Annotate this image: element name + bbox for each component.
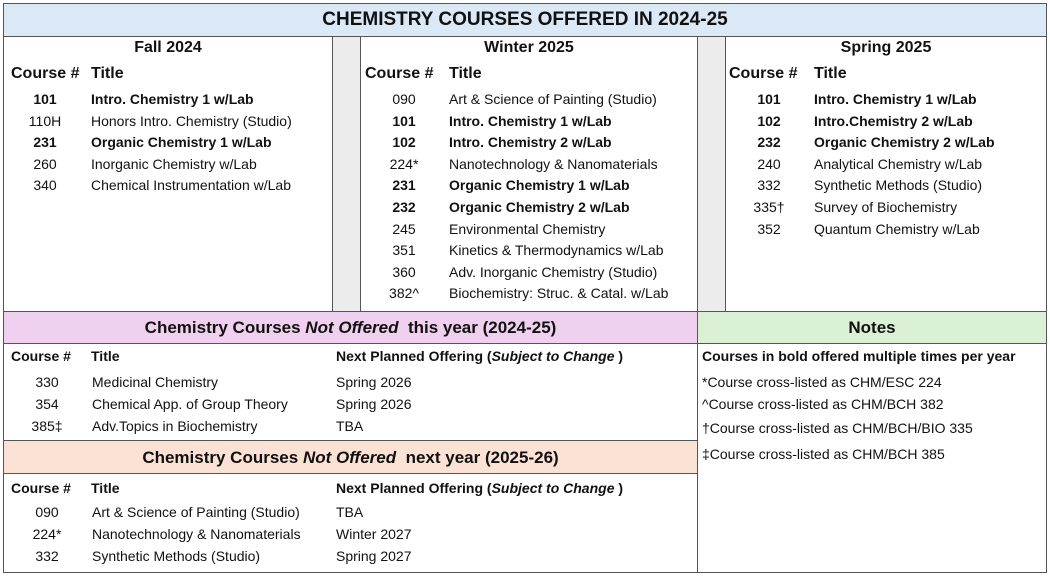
- course-row: [360, 154, 698, 176]
- course-number: 101: [33, 91, 57, 107]
- course-row: [725, 175, 1047, 197]
- course-title: Art & Science of Painting (Studio): [449, 91, 657, 107]
- table-row: [3, 546, 698, 568]
- course-title: Inorganic Chemistry w/Lab: [91, 155, 257, 172]
- course-number: 360: [392, 263, 416, 280]
- course-number: 352: [757, 220, 781, 237]
- next-offering-header: Next Planned Offering (Subject to Change ): [336, 348, 624, 364]
- course-row: [360, 111, 698, 133]
- column-divider-2: [697, 36, 726, 312]
- course-title: Chemical Instrumentation w/Lab: [91, 177, 291, 194]
- course-number: 101: [757, 91, 781, 107]
- course-title: Art & Science of Painting (Studio): [92, 504, 300, 520]
- table-row: [3, 394, 698, 416]
- course-number: 340: [33, 177, 57, 194]
- course-number: 335†: [753, 199, 785, 215]
- term-col-headers-winter: [360, 62, 698, 86]
- course-title: Nanotechnology & Nanomaterials: [449, 155, 658, 172]
- course-row: [3, 154, 333, 176]
- course-number: 332: [35, 547, 59, 564]
- course-number: 090: [35, 504, 59, 520]
- course-number: 232: [392, 199, 416, 215]
- course-number: 102: [757, 112, 781, 129]
- course-title: Synthetic Methods (Studio): [814, 177, 983, 194]
- course-number: 110H: [28, 112, 62, 129]
- not-offered-this-year-header: [3, 311, 698, 344]
- notes-header: [697, 311, 1047, 344]
- course-row: [360, 262, 698, 284]
- course-title: Medicinal Chemistry: [92, 374, 219, 390]
- main-title-bar: [3, 3, 1047, 37]
- term-name-spring: Spring 2025: [840, 39, 932, 56]
- course-title: Analytical Chemistry w/Lab: [814, 155, 983, 172]
- course-number-header: Course #: [11, 348, 71, 364]
- course-number: 382^: [389, 285, 419, 302]
- course-title: Environmental Chemistry: [449, 220, 606, 237]
- course-number: 260: [33, 155, 57, 172]
- course-title: Nanotechnology & Nanomaterials: [92, 525, 301, 542]
- course-number: 330: [35, 374, 59, 390]
- course-row: [725, 219, 1047, 241]
- course-row: [360, 175, 698, 197]
- note-item: ‡Course cross-listed as CHM/BCH 385: [702, 446, 945, 462]
- course-title: Intro.Chemistry 2 w/Lab: [814, 112, 973, 129]
- course-title: Intro. Chemistry 1 w/Lab: [814, 91, 977, 107]
- course-title: Organic Chemistry 2 w/Lab: [449, 199, 630, 215]
- term-name-winter: Winter 2025: [484, 39, 574, 56]
- course-row: [3, 111, 333, 133]
- next-offering: TBA: [336, 504, 364, 520]
- course-row: [725, 154, 1047, 176]
- course-number: 354: [35, 395, 59, 412]
- course-number-header: Course #: [365, 65, 434, 82]
- not-offered-next-year-header: [3, 440, 698, 474]
- course-number-header: Course #: [11, 65, 80, 82]
- table-row: [3, 416, 698, 438]
- course-row: [360, 283, 698, 305]
- course-row: [725, 111, 1047, 133]
- not-offered-this-year-col-headers: [3, 346, 698, 368]
- not-offered-title-post: this year (2024-25): [398, 318, 557, 337]
- course-number: 090: [392, 91, 416, 107]
- title-header: Title: [91, 65, 124, 82]
- course-number-header: Course #: [729, 65, 798, 82]
- course-title: Adv.Topics in Biochemistry: [92, 417, 258, 434]
- column-divider-1: [332, 36, 361, 312]
- course-number: 224*: [32, 525, 62, 542]
- course-number: 101: [392, 112, 416, 129]
- next-offering-header: Next Planned Offering (Subject to Change ): [336, 480, 624, 496]
- course-title: Survey of Biochemistry: [814, 199, 958, 215]
- next-offering: Spring 2026: [336, 395, 412, 412]
- course-number: 232: [757, 134, 781, 151]
- course-row: [725, 89, 1047, 111]
- next-offering: Spring 2026: [336, 374, 412, 390]
- not-offered-next-title-pre: Chemistry Courses: [142, 448, 303, 467]
- note-item: †Course cross-listed as CHM/BCH/BIO 335: [702, 420, 973, 436]
- course-title: Chemical App. of Group Theory: [92, 395, 288, 412]
- term-col-headers-fall: [3, 62, 333, 86]
- course-row: [360, 219, 698, 241]
- course-row: [360, 197, 698, 219]
- course-row: [3, 175, 333, 197]
- course-number-header: Course #: [11, 480, 71, 496]
- course-number: 385‡: [31, 417, 63, 434]
- title-header: Title: [449, 65, 482, 82]
- next-offering: TBA: [336, 417, 364, 434]
- title-header: Title: [91, 480, 120, 496]
- title-header: Title: [91, 348, 120, 364]
- note-item: ^Course cross-listed as CHM/BCH 382: [702, 396, 944, 412]
- not-offered-next-title-post: next year (2025-26): [396, 448, 559, 467]
- course-number: 102: [392, 134, 416, 151]
- note-item: *Course cross-listed as CHM/ESC 224: [702, 374, 942, 390]
- course-row: [725, 132, 1047, 154]
- course-number: 245: [392, 220, 416, 237]
- course-title: Intro. Chemistry 2 w/Lab: [449, 134, 612, 151]
- not-offered-next-title-em: Not Offered: [302, 448, 397, 467]
- course-title: Organic Chemistry 1 w/Lab: [449, 177, 630, 194]
- course-number: 231: [392, 177, 416, 194]
- next-offering: Winter 2027: [336, 525, 412, 542]
- course-row: [3, 89, 333, 111]
- term-col-headers-spring: [725, 62, 1047, 86]
- course-title: Quantum Chemistry w/Lab: [814, 220, 980, 237]
- course-title: Adv. Inorganic Chemistry (Studio): [449, 263, 658, 280]
- table-row: [3, 372, 698, 394]
- not-offered-title-pre: Chemistry Courses: [144, 318, 306, 337]
- course-number: 224*: [389, 155, 419, 172]
- not-offered-title-em: Not Offered: [305, 318, 399, 337]
- course-row: [3, 132, 333, 154]
- title-header: Title: [814, 65, 847, 82]
- table-row: [3, 502, 698, 524]
- course-row: [360, 240, 698, 262]
- course-title: Kinetics & Thermodynamics w/Lab: [449, 242, 664, 259]
- course-title: Organic Chemistry 1 w/Lab: [91, 134, 272, 151]
- term-name-fall: Fall 2024: [134, 39, 202, 56]
- not-offered-next-year-col-headers: [3, 478, 698, 500]
- course-number: 332: [757, 177, 781, 194]
- course-title: Honors Intro. Chemistry (Studio): [91, 112, 292, 129]
- main-title: CHEMISTRY COURSES OFFERED IN 2024-25: [322, 9, 728, 30]
- course-row: [725, 197, 1047, 219]
- next-offering: Spring 2027: [336, 547, 412, 564]
- course-title: Intro. Chemistry 1 w/Lab: [449, 112, 612, 129]
- course-number: 231: [33, 134, 57, 151]
- course-title: Biochemistry: Struc. & Catal. w/Lab: [449, 285, 669, 302]
- table-row: [3, 524, 698, 546]
- note-item: Courses in bold offered multiple times per year: [702, 348, 1016, 364]
- course-number: 240: [757, 155, 781, 172]
- course-number: 351: [392, 242, 416, 259]
- course-row: [360, 89, 698, 111]
- course-title: Intro. Chemistry 1 w/Lab: [91, 91, 254, 107]
- course-row: [360, 132, 698, 154]
- course-title: Organic Chemistry 2 w/Lab: [814, 134, 995, 151]
- course-title: Synthetic Methods (Studio): [92, 547, 261, 564]
- notes-title: Notes: [848, 318, 896, 337]
